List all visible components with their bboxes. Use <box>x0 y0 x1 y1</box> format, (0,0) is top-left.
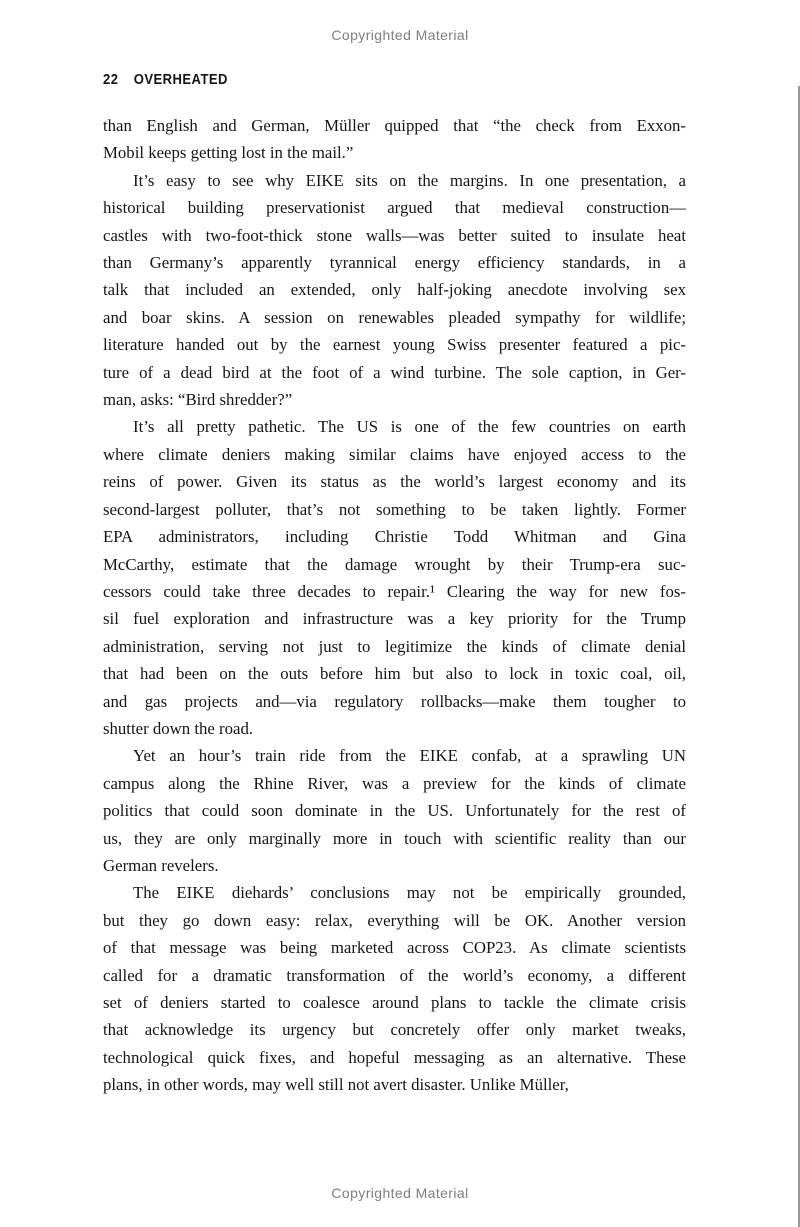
text-line: Yet an hour’s train ride from the EIKE confab, at a sprawling UN <box>133 746 686 766</box>
running-title: OVERHEATED <box>133 72 228 88</box>
text-line: but they go down easy: relax, everything will be OK. Another version <box>103 910 686 930</box>
text-line: of that message was being marketed across COP23. As climate scientists <box>103 938 686 958</box>
text-line: German revelers. <box>103 855 219 875</box>
paragraph <box>103 413 686 742</box>
text-line: The EIKE diehards’ conclusions may not be empirically grounded, <box>133 883 686 903</box>
text-line: It’s easy to see why EIKE sits on the margins. In one presentation, a <box>133 170 686 190</box>
text-line: reins of power. Given its status as the world’s largest economy and its <box>103 472 686 492</box>
text-line: plans, in other words, may well still not avert disaster. Unlike Müller, <box>103 1075 569 1095</box>
text-line: McCarthy, estimate that the damage wrought by their Trump-era suc- <box>103 554 686 574</box>
text-line: literature handed out by the earnest young Swiss presenter featured a pic- <box>103 335 686 355</box>
text-line: EPA administrators, including Christie Todd Whitman and Gina <box>103 527 686 547</box>
text-line: called for a dramatic transformation of the world’s economy, a different <box>103 965 686 985</box>
text-line: than English and German, Müller quipped that “the check from Exxon- <box>103 116 686 135</box>
text-line: where climate deniers making similar claims have enjoyed access to the <box>103 444 686 464</box>
text-line: technological quick fixes, and hopeful messaging as an alternative. These <box>103 1047 686 1067</box>
text-line: sil fuel exploration and infrastructure was a key priority for the Trump <box>103 609 686 629</box>
text-line: campus along the Rhine River, was a preview for the kinds of climate <box>103 773 686 793</box>
text-line: shutter down the road. <box>103 718 254 738</box>
text-line: and boar skins. A session on renewables pleaded sympathy for wildlife; <box>103 307 686 327</box>
body-text <box>103 112 686 1099</box>
text-line: politics that could soon dominate in the US. Unfortunately for the rest of <box>103 801 686 821</box>
text-line: that acknowledge its urgency but concretely offer only market tweaks, <box>103 1020 686 1040</box>
copyright-notice-top: Copyrighted Material <box>331 27 469 43</box>
text-line: It’s all pretty pathetic. The US is one of the few countries on earth <box>133 417 686 437</box>
copyright-notice-bottom: Copyrighted Material <box>331 1185 469 1201</box>
paragraph <box>103 742 686 879</box>
text-line: that had been on the outs before him but also to lock in toxic coal, oil, <box>103 664 686 684</box>
text-line: historical building preservationist argued that medieval construction— <box>103 198 686 218</box>
text-line: than Germany’s apparently tyrannical energy efficiency standards, in a <box>103 253 686 273</box>
paragraph <box>103 167 686 414</box>
paragraph <box>103 112 686 167</box>
text-line: second-largest polluter, that’s not something to be taken lightly. Former <box>103 499 686 519</box>
text-line: man, asks: “Bird shredder?” <box>103 390 293 410</box>
paragraph <box>103 879 686 1098</box>
text-line: ture of a dead bird at the foot of a wind turbine. The sole caption, in Ger- <box>103 362 686 382</box>
text-line: us, they are only marginally more in touch with scientific reality than our <box>103 828 686 848</box>
text-line: castles with two-foot-thick stone walls—was better suited to insulate heat <box>103 225 686 245</box>
text-line: administration, serving not just to legitimize the kinds of climate denial <box>103 636 686 656</box>
text-line: talk that included an extended, only half-joking anecdote involving sex <box>103 280 686 300</box>
text-line: cessors could take three decades to repair.¹ Clearing the way for new fos- <box>103 581 686 601</box>
running-header <box>103 72 228 88</box>
text-line: and gas projects and—via regulatory rollbacks—make them tougher to <box>103 691 686 711</box>
page-number: 22 <box>103 72 119 88</box>
text-line: set of deniers started to coalesce around plans to tackle the climate crisis <box>103 993 686 1012</box>
text-line: Mobil keeps getting lost in the mail.” <box>103 143 354 163</box>
